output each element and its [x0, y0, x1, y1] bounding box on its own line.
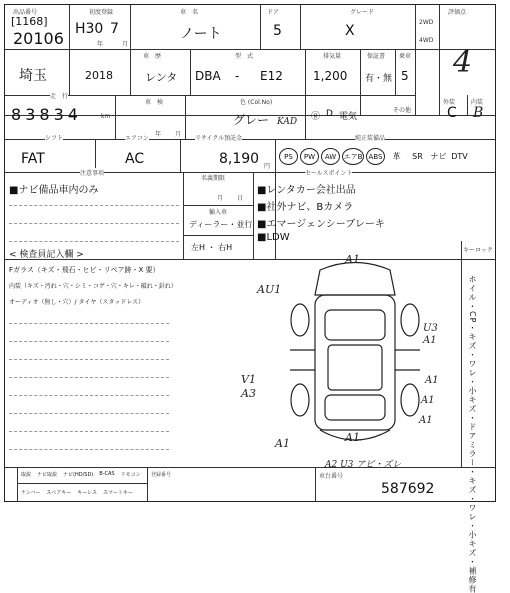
dotted-line [9, 223, 179, 224]
history: レンタ [145, 71, 178, 84]
shaken-month-unit: 月 [175, 131, 182, 138]
yen-unit: 円 [264, 163, 271, 170]
damage-mark: A1 [423, 335, 437, 346]
car-name: ノート [180, 26, 222, 42]
engine-electric: 電気 [338, 112, 357, 122]
footer-item: キーレス [77, 490, 97, 496]
damage-mark: V1 [241, 373, 256, 386]
divider [461, 241, 462, 467]
exterior-grade: C [447, 105, 457, 121]
rear-left-wheel [291, 384, 309, 416]
divider [5, 467, 495, 468]
car-name-label: 車 名 [180, 9, 199, 16]
model-dash: - [235, 69, 240, 83]
equip-pw: PW [300, 148, 319, 165]
displacement-label: 排気量 [323, 53, 342, 60]
divider [5, 172, 495, 173]
history-label: 車 歴 [143, 53, 162, 60]
sales-point: ■LDW [257, 232, 290, 243]
roof [328, 345, 382, 390]
divider [185, 95, 186, 139]
door-count: 5 [273, 23, 282, 39]
front-left-wheel [291, 304, 309, 336]
dotted-line [9, 413, 169, 414]
audio-tire-note: オーディオ（無し・穴）/ タイヤ（スタッドレス） [9, 299, 145, 306]
dotted-line [9, 431, 169, 432]
divider [5, 49, 495, 50]
divider [260, 5, 261, 49]
equip-sr: SR [412, 152, 423, 161]
ac-label: エアコン [125, 135, 149, 142]
divider [183, 172, 184, 259]
doc-deadline-label: 名義期限 [201, 175, 226, 182]
damage-mark: A2 U3 アピ・ズレ [325, 460, 402, 470]
divider [190, 49, 191, 95]
model-label: 型 式 [235, 53, 254, 60]
door-label: ドア [267, 9, 279, 16]
footer-item: B-CAS [99, 471, 115, 477]
mileage-unit: km [101, 113, 111, 120]
shift-label: シフト [45, 135, 64, 142]
glass-note: Fガラス（キズ・飛石・ヒビ・リペア跡・X 要） [9, 266, 160, 274]
damage-mark: A1 [345, 253, 360, 266]
handle-side: 左H ・ 右H [191, 243, 233, 252]
footer-item: ナビ取説 [37, 472, 58, 478]
equip-dtv: DTV [451, 152, 468, 161]
divider [183, 235, 253, 236]
lot-number: 20106 [13, 29, 64, 48]
dotted-line [9, 395, 169, 396]
shift: FAT [21, 151, 45, 167]
mileage [11, 105, 78, 124]
equip-navi: ナビ [430, 152, 447, 161]
recycle-fee: 8,190 [219, 151, 260, 167]
inspection-title: < 検査員記入欄 > [9, 250, 84, 260]
grade: X [345, 23, 355, 39]
model-code: E12 [260, 69, 283, 83]
color: グレー [233, 113, 270, 127]
footer-item: スペアキー [46, 490, 72, 496]
divider [305, 49, 306, 139]
dotted-line [9, 341, 169, 342]
sales-label: セールスポイント [305, 170, 353, 177]
color-note: KAD [277, 117, 298, 127]
lot-label: 出品番号 [13, 9, 38, 16]
divider [300, 5, 301, 49]
equip-abs: ABS [366, 148, 385, 165]
mileage-digit: 3 [53, 105, 64, 124]
dotted-line [9, 323, 169, 324]
model-year: 2018 [85, 69, 113, 82]
doc-month: 月 [217, 195, 224, 202]
sales-point: ■社外ナビ、Bカメラ [257, 202, 354, 213]
dealer-parallel: ディーラー・並行 [189, 220, 253, 229]
equipment-list [279, 148, 469, 165]
divider [17, 483, 147, 484]
seats-label: 乗車 [399, 53, 412, 60]
equip-ps: PS [279, 148, 298, 165]
damage-mark: A1 [425, 375, 439, 386]
mileage-digit: 3 [25, 105, 36, 124]
drive-2wd: 2WD [419, 19, 434, 26]
side-notes: ホイル・CP・キズ・ワレ・小キズ・ドアミラー・キズ・ワレ・小キズ・補修有 [468, 275, 477, 593]
interior-note: 内装（キズ・汚れ・穴・シミ・コゲ・穴・キレ・破れ・針れ） [9, 283, 177, 290]
recycle-label: リサイクル預託金 [195, 135, 243, 142]
rear-right-wheel [401, 384, 419, 416]
sales-point: ■エマージェンシーブレーキ [257, 219, 385, 230]
other-label: その他 [393, 107, 412, 114]
shaken-year-unit: 年 [155, 131, 162, 138]
dotted-line [9, 241, 179, 242]
notes-label: 注意事項 [80, 170, 105, 177]
divider [253, 172, 254, 259]
exterior-label: 外装 [443, 99, 456, 106]
year-unit: 年 [97, 41, 104, 48]
model-prefix: DBA [195, 69, 221, 83]
seats: 5 [401, 69, 409, 83]
engine-type [311, 109, 357, 122]
divider [17, 467, 18, 501]
color-label: 色 (Col.No) [240, 99, 273, 106]
inspection-label: 車 検 [145, 99, 164, 106]
damage-mark: A1 [421, 395, 435, 406]
equip-airbag: エアB [342, 148, 364, 165]
car-front [315, 263, 395, 296]
notes-text: ■ナビ備品車内のみ [9, 185, 99, 196]
windshield [325, 310, 385, 340]
footer-item: 取説 [21, 472, 32, 478]
reg-month: 7 [110, 21, 119, 37]
chassis-number: 587692 [381, 481, 435, 497]
damage-mark: AU1 [257, 283, 282, 296]
score: 4 [453, 45, 473, 80]
divider [130, 5, 131, 95]
interior-grade: B [473, 105, 484, 121]
divider [439, 5, 440, 115]
divider [115, 95, 116, 139]
doc-day: 日 [237, 195, 244, 202]
car-diagram [270, 250, 440, 460]
score-label: 評価点 [448, 9, 467, 16]
divider [180, 139, 181, 172]
mileage-label: 走 行 [50, 93, 69, 100]
divider [360, 49, 361, 115]
first-reg-label: 初度登録 [89, 9, 114, 16]
door-lines [290, 350, 420, 370]
region: 埼玉 [19, 68, 47, 84]
damage-mark: A1 [275, 437, 290, 450]
dotted-line [9, 205, 179, 206]
month-unit: 月 [122, 41, 129, 48]
equip-leather: 革 [392, 152, 401, 161]
damage-mark: A1 [345, 431, 360, 444]
divider [415, 5, 416, 115]
grade-label: グレード [350, 9, 375, 16]
divider [5, 139, 495, 140]
warranty: 有・無 [365, 74, 393, 84]
import-label: 輸入車 [209, 209, 228, 216]
mileage-digit: 8 [11, 105, 22, 124]
footer-checklist [21, 471, 141, 478]
warranty-label: 保証書 [367, 53, 386, 60]
reg-number-label: 登録番号 [151, 472, 172, 478]
mileage-digit: 4 [67, 105, 78, 124]
footer-item: ナビ(HD/SD) [63, 472, 94, 478]
mileage-digit: 8 [39, 105, 50, 124]
era-year: H30 [75, 21, 104, 37]
ac: AC [125, 151, 145, 167]
interior-label: 内装 [471, 99, 484, 106]
dotted-line [9, 359, 169, 360]
footer-item: リモコン [120, 472, 141, 478]
auction-sheet [4, 4, 496, 593]
front-right-wheel [401, 304, 419, 336]
footer-item: ナンバー [21, 490, 41, 496]
damage-mark: U3 [423, 323, 438, 334]
lot-number-small: [1168] [11, 15, 48, 28]
divider [395, 49, 396, 95]
divider [315, 467, 316, 501]
footer-item: スマートキー [102, 490, 133, 496]
sales-point: ■レンタカー会社出品 [257, 185, 356, 196]
damage-mark: A3 [241, 387, 256, 400]
divider [147, 467, 148, 501]
engine-diesel: D [326, 109, 333, 119]
divider [467, 95, 468, 115]
dotted-line [9, 449, 169, 450]
rear-window [325, 395, 385, 420]
car-body [315, 295, 395, 430]
equipment-label: 純正装備品 [355, 135, 386, 142]
displacement: 1,200 [313, 69, 348, 83]
key-lock-label: キーロック [463, 247, 493, 254]
chassis-label: 車台番号 [319, 473, 344, 480]
divider [183, 205, 253, 206]
damage-mark: A1 [419, 415, 433, 426]
drive-4wd: 4WD [419, 37, 434, 44]
divider [69, 5, 70, 95]
dotted-line [9, 377, 169, 378]
engine-gas: ⓖ [311, 112, 321, 122]
equip-aw: AW [321, 148, 340, 165]
footer-checklist-2 [21, 489, 133, 496]
